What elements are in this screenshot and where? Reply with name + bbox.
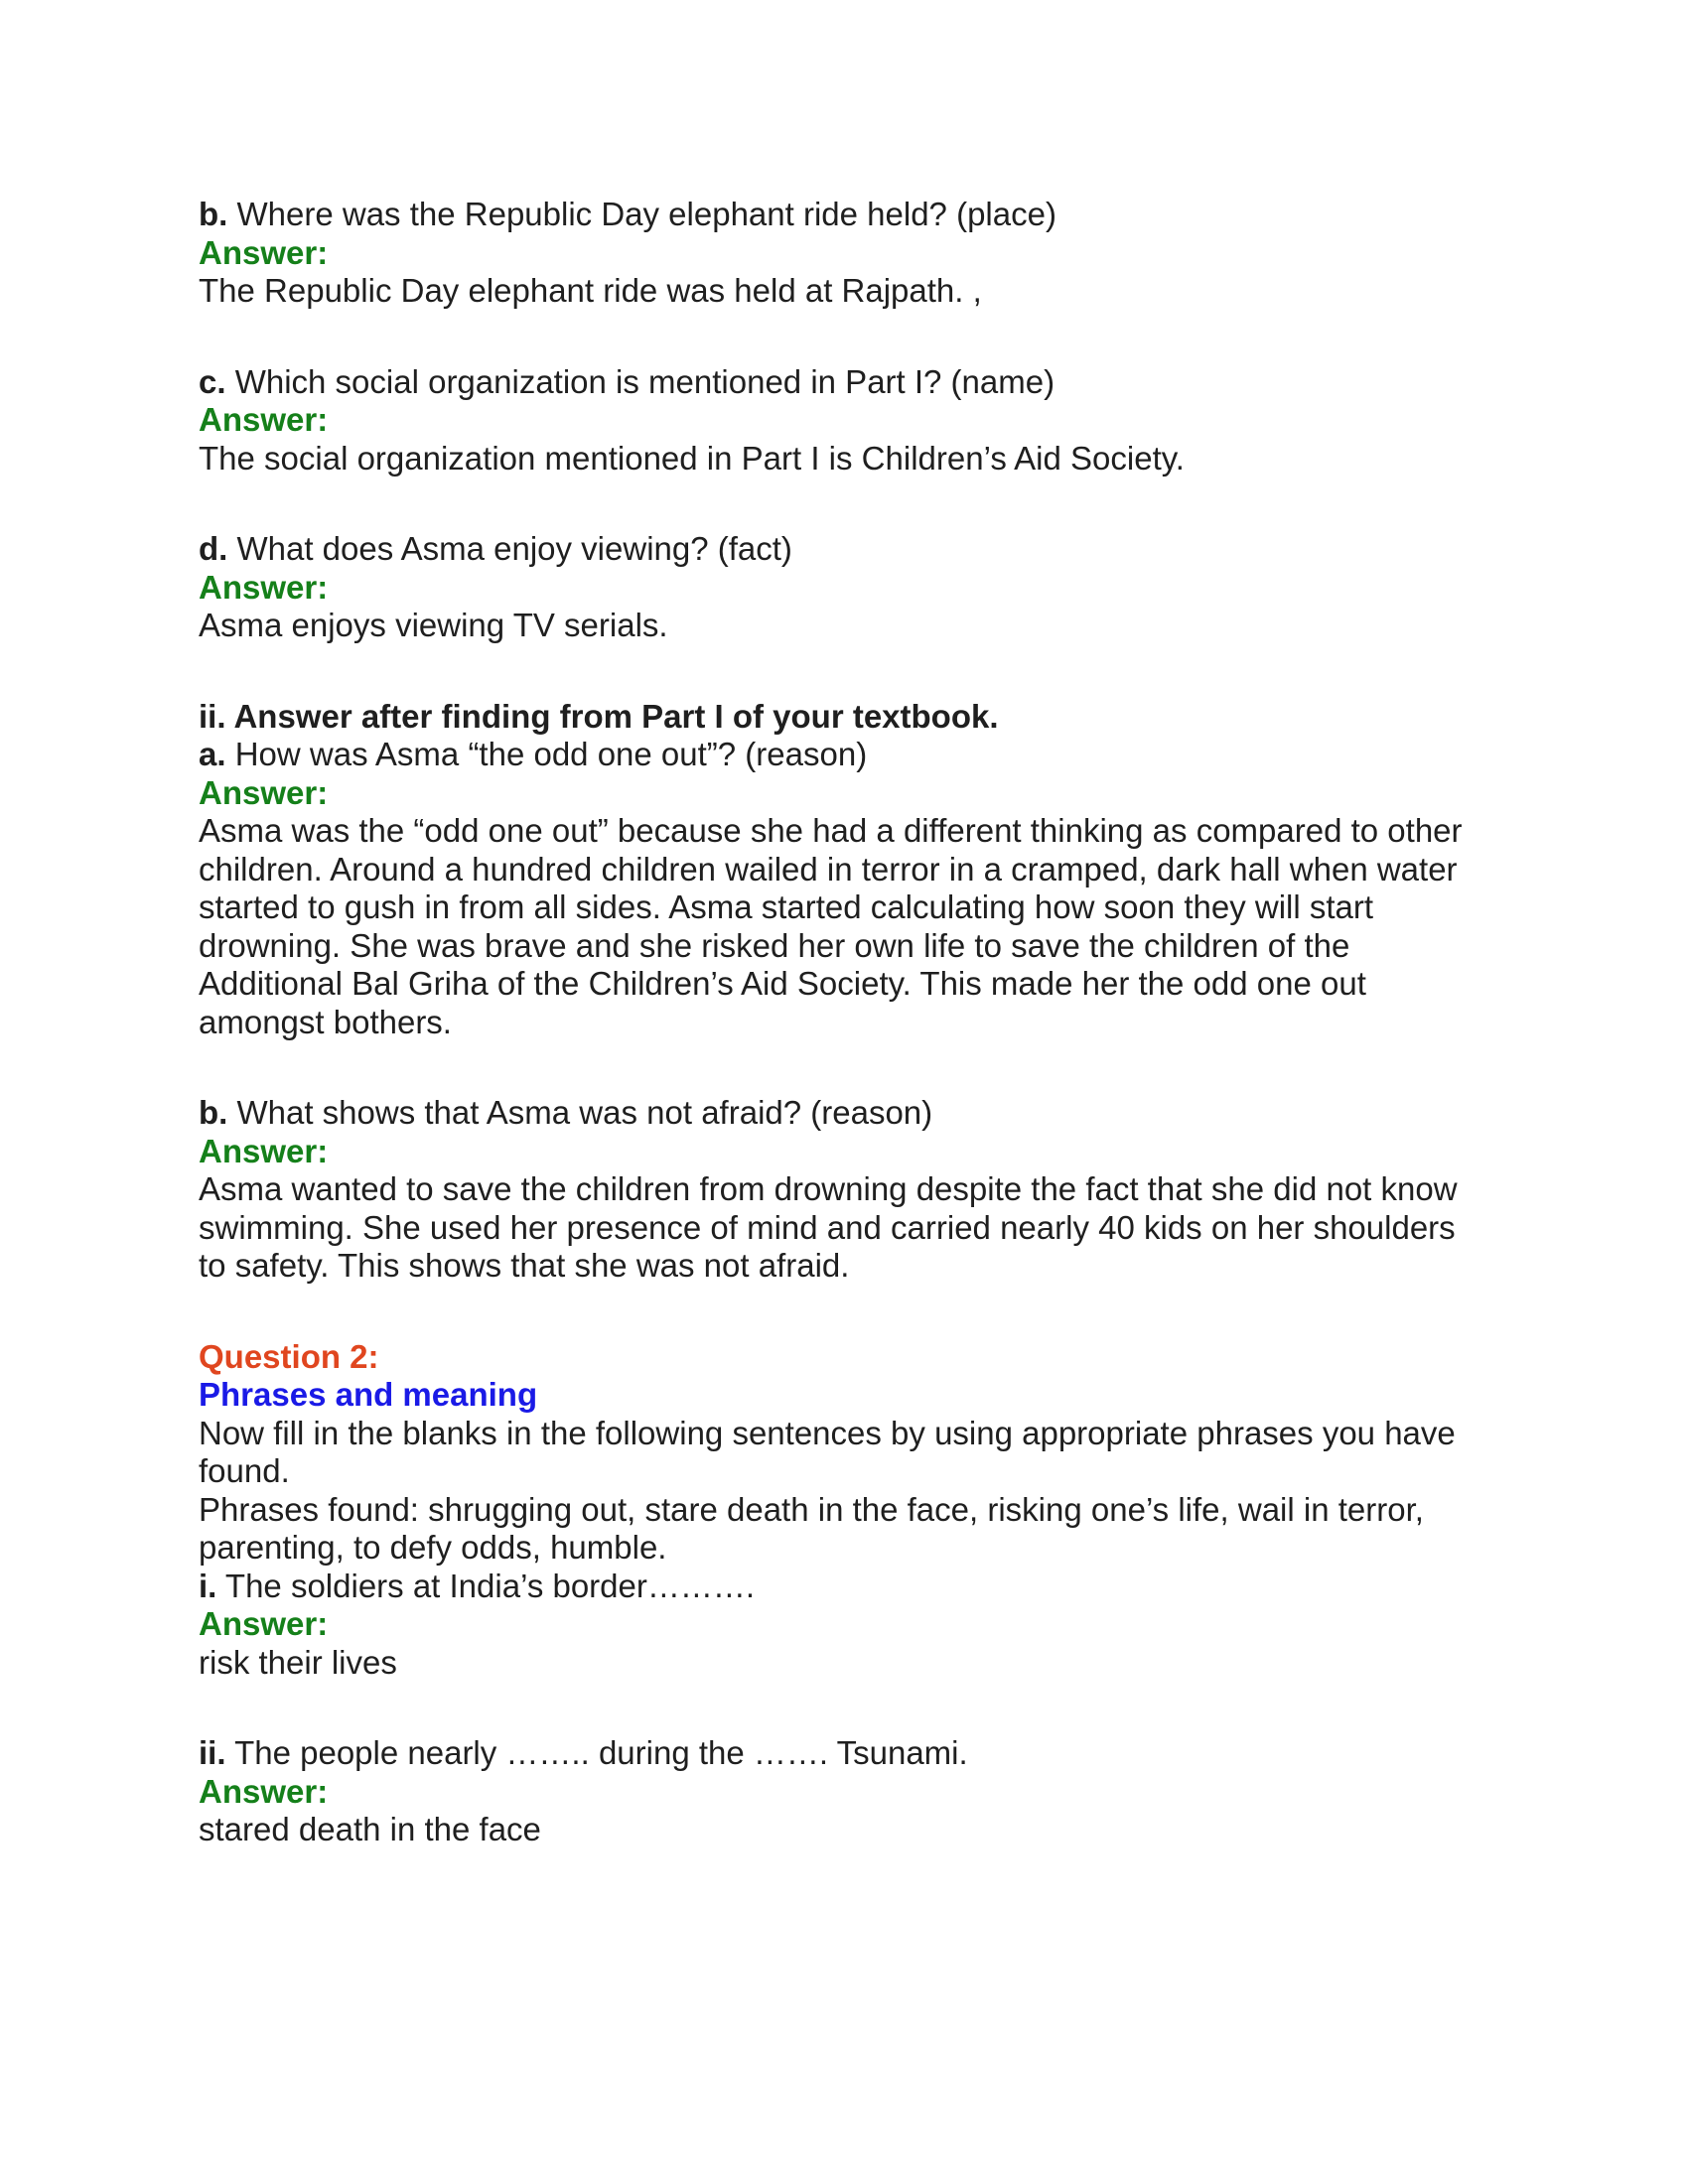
question-d-block [199, 530, 1489, 645]
phrases-line: Phrases found: shrugging out, stare death in the face, risking one’s life, wail in terror, [199, 1490, 1424, 1528]
answer-line: swimming. She used her presence of mind and carried nearly 40 kids on her shoulders [199, 1208, 1456, 1246]
question-text: Where was the Republic Day elephant ride held? (place) [227, 196, 1056, 232]
item-text: The people nearly …….. during the ……. Tsunami. [225, 1734, 968, 1771]
question-text: How was Asma “the odd one out”? (reason) [225, 736, 868, 772]
question-ii-a [199, 736, 1489, 774]
question-text: What does Asma enjoy viewing? (fact) [227, 530, 792, 567]
answer-line: drowning. She was brave and she risked her own life to save the children of the [199, 926, 1350, 964]
item-i [199, 1568, 1489, 1606]
item-ii-block [199, 1734, 1489, 1849]
section-heading: ii. Answer after finding from Part I of your textbook. [199, 697, 999, 735]
question-label: a. [199, 736, 226, 772]
phrases-line: parenting, to defy odds, humble. [199, 1529, 667, 1566]
section-ii-block [199, 698, 1489, 1042]
question-d [199, 530, 1489, 569]
question-label: b. [199, 1094, 228, 1131]
item-label: i. [199, 1567, 217, 1604]
answer-line: to safety. This shows that she was not afraid. [199, 1247, 850, 1284]
answer-text: stared death in the face [199, 1811, 541, 1847]
phrases-heading: Phrases and meaning [199, 1376, 538, 1413]
question-text: Which social organization is mentioned in Part I? (name) [225, 362, 1055, 400]
question-label: d. [199, 530, 228, 567]
answer-label: Answer: [199, 1605, 329, 1642]
question-b-block [199, 196, 1489, 311]
question-heading: Question 2: [199, 1337, 379, 1375]
instruction-line: Now fill in the blanks in the following sentences by using appropriate phrases you have [199, 1414, 1456, 1451]
question-label: b. [199, 196, 228, 232]
instruction-line: found. [199, 1452, 290, 1489]
answer-line: children. Around a hundred children wailed in terror in a cramped, dark hall when water [199, 850, 1458, 887]
question-c [199, 363, 1489, 402]
answer-line: amongst bothers. [199, 1003, 452, 1040]
answer-line: started to gush in from all sides. Asma started calculating how soon they will start [199, 888, 1374, 925]
answer-line: Asma was the “odd one out” because she had a different thinking as compared to other [199, 812, 1463, 849]
question-label: c. [199, 362, 226, 400]
answer-label: Answer: [199, 1132, 329, 1169]
question-ii-b [199, 1094, 1489, 1133]
answer-text: The social organization mentioned in Part I is Children’s Aid Society. [199, 439, 1185, 477]
answer-text: The Republic Day elephant ride was held at Rajpath. , [199, 272, 982, 309]
answer-label: Answer: [199, 233, 329, 271]
document-page [199, 196, 1489, 1849]
item-ii [199, 1734, 1489, 1773]
answer-label: Answer: [199, 773, 329, 811]
item-label: ii. [199, 1734, 226, 1771]
question-text: What shows that Asma was not afraid? (reason) [227, 1094, 933, 1131]
answer-text: risk their lives [199, 1643, 397, 1681]
question-ii-b-block [199, 1094, 1489, 1286]
question-2-block [199, 1338, 1489, 1683]
item-text: The soldiers at India’s border………. [216, 1567, 756, 1604]
answer-text: Asma enjoys viewing TV serials. [199, 607, 668, 643]
answer-label: Answer: [199, 1772, 329, 1810]
answer-label: Answer: [199, 401, 329, 438]
answer-label: Answer: [199, 568, 329, 606]
question-c-block [199, 363, 1489, 478]
question-b [199, 196, 1489, 234]
answer-line: Asma wanted to save the children from drowning despite the fact that she did not know [199, 1170, 1458, 1207]
answer-line: Additional Bal Griha of the Children’s Aid Society. This made her the odd one out [199, 965, 1366, 1002]
